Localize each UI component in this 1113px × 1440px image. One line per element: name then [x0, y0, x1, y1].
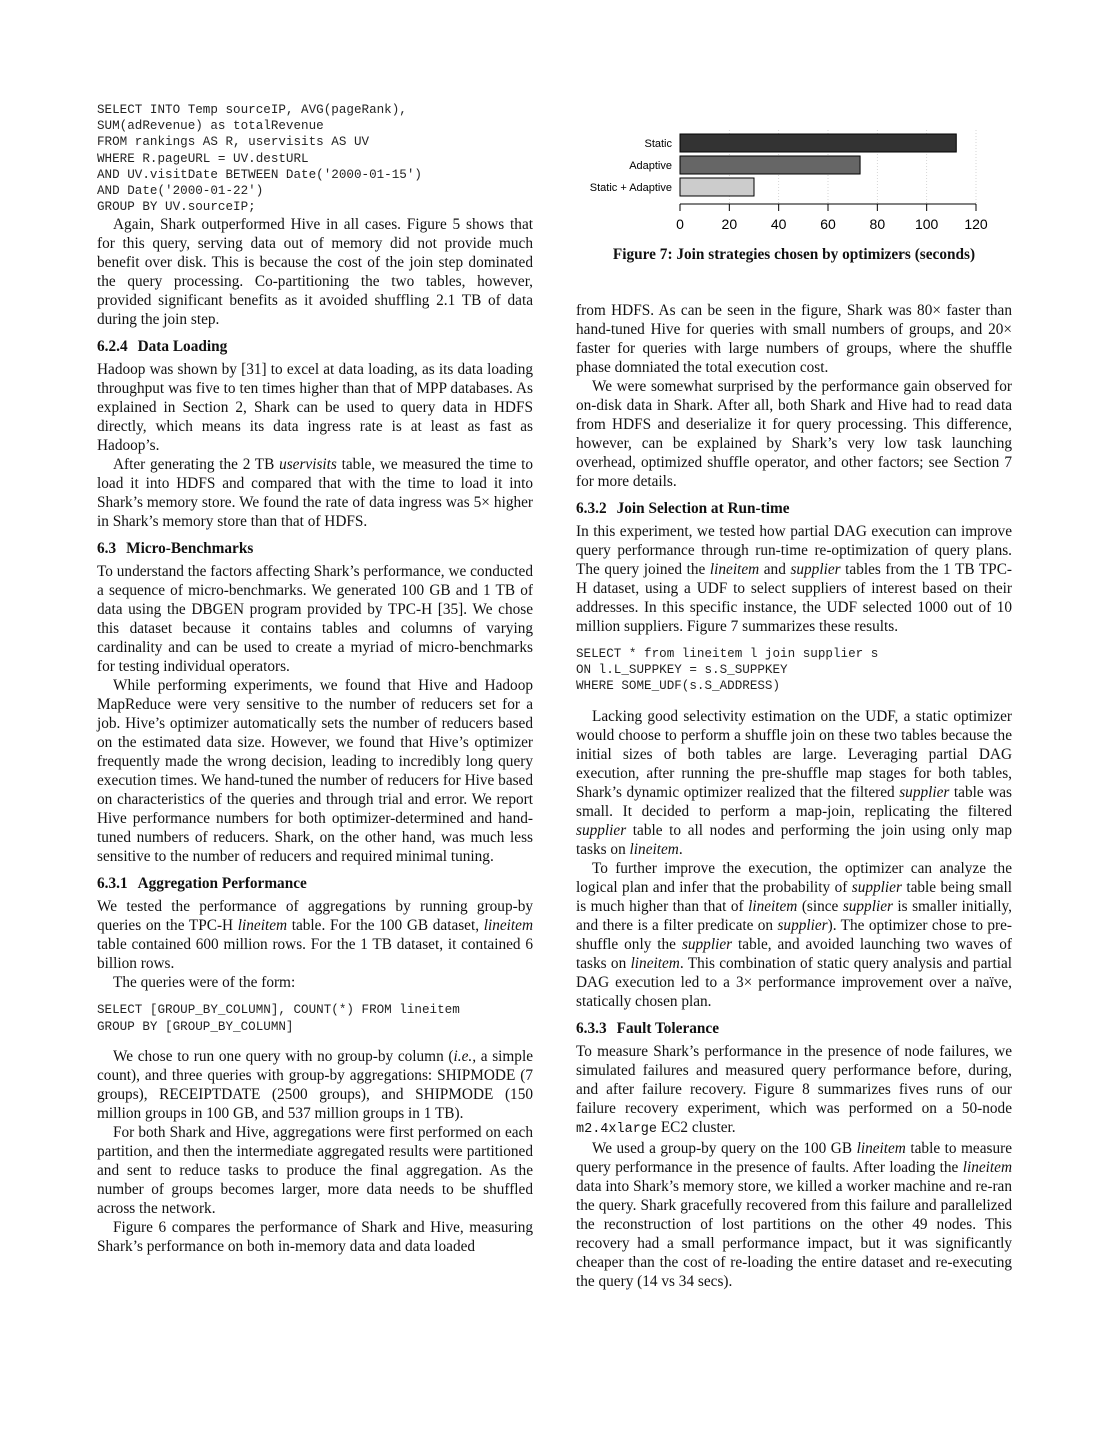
- emphasis-text: lineitem: [962, 1158, 1012, 1176]
- text-run: a simple count), and three queries with group-by aggregations: SHIPMODE (7 groups), RECEIPTDATE (2500 groups), and SHIPMODE (150 million groups in 100 GB, and 537 million groups in 1 TB).: [97, 1047, 533, 1122]
- paragraph: [97, 455, 533, 531]
- category-label: Static: [644, 138, 672, 150]
- text-run: To measure Shark’s performance in the presence of node failures, we simulated failures and measured query performance before, during, and after failure recovery. Figure 8 summarizes fives runs of our failure recovery experiment, which was performed on a 50-node: [576, 1042, 1012, 1117]
- text-run: table to measure query performance in the presence of faults. After loading the: [576, 1139, 1012, 1176]
- text-run: To understand the factors affecting Shark’s performance, we conducted a sequence of micro-benchmarks. We generated 100 GB and 1 TB of data using the DBGEN program provided by TPC-H [35]. We chose this dataset because it contains tables and columns of varying cardinality and can be used to create a myriad of micro-benchmarks for testing individual operators.: [97, 563, 533, 676]
- code-line: AND UV.visitDate BETWEEN Date('2000-01-15'): [97, 167, 422, 182]
- text-run: Figure 6 compares the performance of Shark and Hive, measuring Shark’s performance on both in-memory data and data loaded: [97, 1218, 533, 1255]
- text-run: .: [678, 840, 683, 858]
- section-title: Data Loading: [137, 338, 228, 356]
- code-line: SUM(adRevenue) as totalRevenue: [97, 119, 324, 134]
- section-title: Join Selection at Run-time: [616, 500, 790, 517]
- paragraph: [97, 215, 533, 329]
- text-run: Lacking good selectivity estimation on the UDF, a static optimizer would choose to perform a shuffle join on these two tables because the initial sizes of both tables are large. Leveraging partial DAG execution, after running the pre-shuffle map stages for both tables, Shark’s dynamic optimizer realized that the filtered: [576, 707, 1012, 801]
- paragraph: [576, 859, 1012, 1011]
- paragraph: [576, 522, 1012, 636]
- emphasis-text: supplier: [790, 561, 841, 578]
- section-title: Micro-Benchmarks: [126, 540, 254, 558]
- text-run: table. For the 100 GB dataset,: [287, 917, 484, 935]
- text-run: While performing experiments, we found that Hive and Hadoop MapReduce were very sensitive to the number of reducers set for a job. Hive’s optimizer automatically sets the number of reducers based on the estimated data size. However, we found that Hive’s optimizer frequently made the wrong decision, leading to incredibly long query execution times. We hand-tuned the number of reducers for Hive based on characteristics of the queries and through trial and error. We report Hive performance numbers for both optimizer-determined and hand-tuned numbers of reducers. Shark, on the other hand, was much less sensitive to the number of reducers and required minimal tuning.: [97, 677, 533, 866]
- emphasis-text: supplier: [851, 878, 902, 896]
- code-line: WHERE SOME_UDF(s.S_ADDRESS): [576, 679, 781, 694]
- section-number: 6.3: [97, 540, 117, 558]
- text-run: After generating the 2 TB: [113, 456, 280, 474]
- paragraph: [97, 1047, 533, 1123]
- paragraph: [576, 1139, 1012, 1291]
- text-run: The queries were of the form:: [113, 974, 296, 992]
- text-run: is smaller initially, and there is a filter predicate on: [576, 897, 1012, 934]
- paragraph: [97, 676, 533, 866]
- code-line: GROUP BY UV.sourceIP;: [97, 200, 256, 215]
- text-run: table to all nodes and performing the join using only map tasks on: [576, 821, 1012, 858]
- text-run: table contained 600 million rows. For the 1 TB dataset, it contained 6 billion rows.: [97, 936, 533, 973]
- text-run: table, we measured the time to load it into HDFS and compared that with the time to load it into Shark’s memory store. We found the rate of data ingress was 5× higher in Shark’s memory store than that of HDFS.: [97, 456, 534, 531]
- paragraph: [576, 1042, 1012, 1139]
- text-run: from HDFS. As can be seen in the figure, Shark was 80× faster than hand-tuned Hive for queries with small numbers of groups, and 20× faster for queries with large numbers of groups, where the shuffle phase domniated the total execution cost.: [576, 302, 1012, 376]
- code-line: WHERE R.pageURL = UV.destURL: [97, 151, 309, 166]
- emphasis-text: supplier: [899, 783, 950, 801]
- paragraph: [576, 301, 1012, 377]
- bar-static: [680, 134, 956, 152]
- emphasis-text: supplier: [681, 935, 733, 953]
- text-run: and: [759, 561, 791, 578]
- text-run: table being small is much higher than that of: [576, 878, 1013, 915]
- text-run: (since: [797, 897, 843, 915]
- emphasis-text: lineitem: [237, 917, 288, 935]
- text-run: tables from the 1 TB TPC-H dataset, using a UDF to select suppliers of interest based on their addresses. In this specific instance, the UDF selected 1000 out of 10 million suppliers. Figure 7 summarizes these results.: [576, 561, 1012, 635]
- paragraph: [576, 377, 1012, 491]
- emphasis-text: supplier: [777, 916, 828, 934]
- emphasis-text: lineitem: [629, 840, 679, 858]
- code-line: AND Date('2000-01-22'): [97, 184, 264, 199]
- section-heading: [576, 1019, 1012, 1038]
- section-number: 6.3.2: [576, 500, 607, 517]
- code-line: FROM rankings AS R, uservisits AS UV: [97, 135, 370, 150]
- text-run: We tested the performance of aggregations by running group-by queries on the TPC-H: [97, 898, 533, 935]
- paragraph: [97, 360, 533, 455]
- emphasis-text: lineitem: [709, 561, 760, 578]
- paragraph: [576, 707, 1012, 859]
- text-run: table, and avoided launching two waves of tasks on: [576, 935, 1012, 972]
- emphasis-text: lineitem: [856, 1139, 906, 1157]
- left-column: [97, 102, 533, 1256]
- category-label: Adaptive: [629, 160, 672, 172]
- figure-7-bar-chart: [576, 126, 1012, 238]
- section-title: Aggregation Performance: [137, 875, 307, 893]
- code-line: SELECT INTO Temp sourceIP, AVG(pageRank),: [97, 103, 407, 117]
- x-tick-label: 80: [869, 216, 886, 232]
- section-heading: [97, 874, 533, 893]
- text-run: table was small. It decided to perform a map-join, replicating the filtered: [576, 783, 1012, 820]
- figure-caption: Figure 7: Join strategies chosen by optimizers (seconds): [612, 246, 976, 263]
- x-tick-label: 20: [721, 216, 738, 232]
- code-line: ON l.L_SUPPKEY = s.S_SUPPKEY: [576, 663, 788, 678]
- code-listing: [576, 646, 1012, 695]
- code-line: SELECT * from lineitem l join supplier s: [576, 647, 879, 661]
- paragraph: [97, 897, 533, 973]
- text-run: For both Shark and Hive, aggregations were first performed on each partition, and then the intermediate aggregated results were partitioned and sent to reduce tasks to produce the final aggregation. As the number of groups becomes larger, more data needs to be shuffled across the network.: [97, 1123, 533, 1217]
- emphasis-text: supplier: [842, 897, 893, 915]
- text-run: Hadoop was shown by [31] to excel at data loading, as its data loading throughput was five to ten times higher than that of MPP databases. As explained in Section 2, Shark can be used to query data in HDFS directly, which means its data ingress rate is at least as fast as Hadoop’s.: [97, 361, 533, 455]
- right-column: [576, 301, 1012, 1291]
- section-heading: [576, 499, 1012, 518]
- code-listing: [97, 102, 533, 215]
- section-number: 6.3.3: [576, 1019, 607, 1037]
- section-number: 6.2.4: [97, 338, 128, 356]
- inline-code: m2.4xlarge: [576, 1121, 658, 1137]
- section-title: Fault Tolerance: [616, 1019, 719, 1037]
- emphasis-text: i.e.,: [453, 1047, 477, 1065]
- emphasis-text: supplier: [576, 821, 627, 839]
- text-run: We chose to run one query with no group-by column (: [113, 1047, 454, 1065]
- text-run: In this experiment, we tested how partial DAG execution can improve query performance through run-time re-optimization of query plans. The query joined the: [576, 523, 1012, 578]
- code-line: GROUP BY [GROUP_BY_COLUMN]: [97, 1019, 294, 1034]
- x-tick-label: 40: [770, 216, 787, 232]
- text-run: To further improve the execution, the optimizer can analyze the logical plan and infer that the probability of: [576, 859, 1012, 896]
- paragraph: [97, 1123, 533, 1218]
- text-run: We were somewhat surprised by the performance gain observed for on-disk data in Shark. After all, both Shark and Hive had to read data from HDFS and deserialize it for query processing. This difference, however, can be explained by Shark’s very low task launching overhead, optimized shuffle operator, and other factors; see Section 7 for more details.: [576, 378, 1012, 490]
- x-tick-label: 0: [676, 216, 684, 232]
- x-tick-label: 120: [964, 216, 988, 232]
- paragraph: [97, 1218, 533, 1256]
- emphasis-text: uservisits: [279, 456, 337, 474]
- text-run: Again, Shark outperformed Hive in all cases. Figure 5 shows that for this query, serving data out of memory did not provide much benefit over disk. This is because the cost of the join step dominated the query processing. Co-partitioning the two tables, however, provided significant benefits as it avoided shuffling 2.1 TB of data during the join step.: [97, 216, 533, 329]
- section-heading: [97, 337, 533, 356]
- text-run: data into Shark’s memory store, we killed a worker machine and re-ran the query. Shark gracefully recovered from this failure and parallelized the reconstruction of lost partitions on the other 49 nodes. This recovery had a small performance impact, but it was significantly cheaper than the cost of re-loading the entire dataset and re-executing the query (14 vs 34 secs).: [576, 1177, 1012, 1290]
- text-run: We used a group-by query on the 100 GB: [592, 1139, 857, 1157]
- emphasis-text: lineitem: [630, 954, 680, 972]
- text-run: . This combination of static query analysis and partial DAG execution led to a 3× performance improvement over a naïve, statically chosen plan.: [576, 954, 1012, 1010]
- paragraph: [97, 973, 533, 992]
- bar-static-adaptive: [680, 178, 754, 196]
- x-tick-label: 100: [914, 216, 939, 232]
- x-tick-label: 60: [820, 216, 836, 232]
- section-number: 6.3.1: [97, 875, 128, 893]
- code-line: SELECT [GROUP_BY_COLUMN], COUNT(*) FROM lineitem: [97, 1003, 460, 1018]
- emphasis-text: lineitem: [748, 897, 798, 915]
- code-listing: [97, 1002, 533, 1034]
- section-heading: [97, 539, 533, 558]
- category-label: Static + Adaptive: [589, 182, 672, 194]
- bar-adaptive: [680, 156, 860, 174]
- emphasis-text: lineitem: [483, 917, 534, 935]
- text-run: ). The optimizer chose to pre-shuffle only the: [576, 916, 1012, 953]
- paragraph: [97, 562, 533, 676]
- text-run: EC2 cluster.: [657, 1118, 736, 1136]
